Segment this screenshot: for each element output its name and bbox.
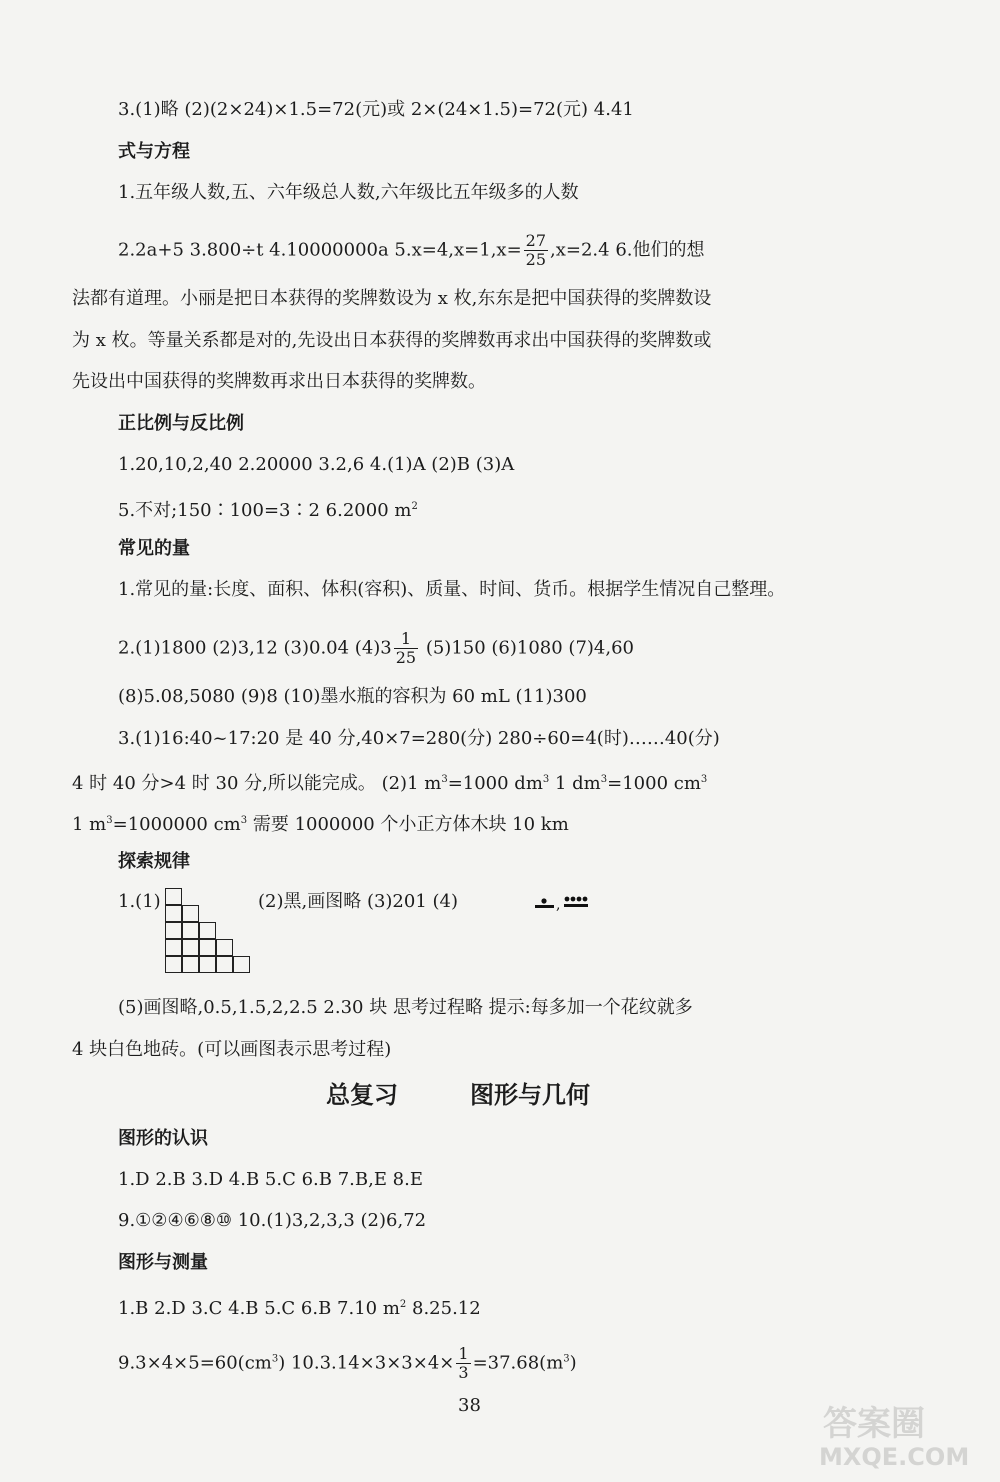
text-run: 1.B 2.D 3.C 4.B 5.C 6.B 7.10 m <box>118 1298 400 1319</box>
fraction-denominator: 3 <box>458 1363 469 1382</box>
text-run: =1000 dm <box>447 773 543 794</box>
grid-cell <box>199 939 216 956</box>
text-run: 1 dm <box>549 773 601 794</box>
superscript: 3 <box>600 774 608 785</box>
grid-cell <box>216 956 233 973</box>
answer-line <box>72 809 569 837</box>
grid-cell <box>165 956 182 973</box>
text-run: =1000 cm <box>607 773 701 794</box>
section-heading-shape-measurement: 图形与测量 <box>118 1252 208 1273</box>
fraction-numerator: 27 <box>525 231 547 250</box>
watermark-logo <box>813 1397 988 1472</box>
text-run: ,x=2.4 6.他们的想 <box>550 239 705 261</box>
text-run: 需要 1000000 个小正方体木块 10 km <box>247 814 569 835</box>
superscript: 2 <box>411 501 418 512</box>
text-run: =37.68(m <box>472 1352 564 1374</box>
section-heading-shape-recognition: 图形的认识 <box>118 1128 208 1149</box>
text-run: =1000000 cm <box>112 814 241 835</box>
grid-cell <box>199 922 216 939</box>
answer-line: 3.(1)略 (2)(2×24)×1.5=72(元)或 2×(24×1.5)=72(元) 4.41 <box>118 99 634 120</box>
text-run: ) 10.3.14×3×3×4× <box>278 1352 455 1374</box>
answer-line: 1.20,10,2,40 2.20000 3.2,6 4.(1)A (2)B (3)A <box>118 454 515 475</box>
answer-line: 先设出中国获得的奖牌数再求出日本获得的奖牌数。 <box>72 371 486 392</box>
answer-line: 3.(1)16:40~17:20 是 40 分,40×7=280(分) 280÷60=4(时)……40(分) <box>118 728 720 749</box>
fraction-numerator: 1 <box>458 1344 469 1363</box>
svg-text:MXQE.COM: MXQE.COM <box>819 1443 970 1471</box>
answer-line <box>118 1345 577 1382</box>
chapter-title-left: 总复习 <box>326 1081 398 1109</box>
superscript: 3 <box>240 815 248 826</box>
grid-cell <box>165 922 182 939</box>
answer-line: 为 x 枚。等量关系都是对的,先设出日本获得的奖牌数再求出中国获得的奖牌数或 <box>72 330 712 351</box>
grid-cell <box>165 905 182 922</box>
section-heading-equations: 式与方程 <box>118 141 190 162</box>
section-heading-patterns: 探索规律 <box>118 851 190 872</box>
answer-line <box>118 232 705 269</box>
dot-pattern-icon <box>534 892 596 914</box>
text-run: 9.3×4×5=60(cm <box>118 1352 272 1374</box>
chapter-title-right: 图形与几何 <box>470 1081 590 1109</box>
grid-cell <box>233 956 250 973</box>
grid-cell <box>182 956 199 973</box>
text-run: 8.25.12 <box>406 1298 481 1319</box>
answer-line: (2)黑,画图略 (3)201 (4) <box>258 891 459 912</box>
grid-cell <box>165 939 182 956</box>
grid-cell <box>182 922 199 939</box>
text-run: 4 时 40 分>4 时 30 分,所以能完成。 (2)1 m <box>72 773 442 794</box>
answer-line <box>118 630 634 667</box>
section-heading-common-quantities: 常见的量 <box>118 538 190 559</box>
svg-text:,: , <box>556 897 561 913</box>
superscript: 3 <box>441 774 448 785</box>
answer-line: 1.常见的量:长度、面积、体积(容积)、质量、时间、货币。根据学生情况自己整理。 <box>118 579 786 600</box>
answer-line: (5)画图略,0.5,1.5,2,2.5 2.30 块 思考过程略 提示:每多加一个花纹就多 <box>118 997 693 1018</box>
answer-line <box>72 768 707 796</box>
answer-line <box>118 1293 481 1321</box>
fraction-denominator: 25 <box>395 648 417 667</box>
text-run: 2.2a+5 3.800÷t 4.10000000a 5.x=4,x=1,x= <box>118 239 522 261</box>
superscript: 3 <box>542 774 550 785</box>
grid-cell <box>182 939 199 956</box>
fraction <box>524 232 548 269</box>
answer-line: 1.(1) <box>118 891 161 912</box>
answer-line: 1.D 2.B 3.D 4.B 5.C 6.B 7.B,E 8.E <box>118 1169 423 1190</box>
answer-line: 4 块白色地砖。(可以画图表示思考过程) <box>72 1039 392 1060</box>
text-run: (5)150 (6)1080 (7)4,60 <box>420 637 635 659</box>
superscript: 3 <box>271 1353 279 1365</box>
fraction <box>394 630 418 667</box>
text-run: ) <box>569 1352 577 1374</box>
answer-line: 9.①②④⑥⑧⑩ 10.(1)3,2,3,3 (2)6,72 <box>118 1210 427 1231</box>
text-run: 5.不对;150∶100=3∶2 6.2000 m <box>118 500 412 521</box>
grid-cell <box>216 939 233 956</box>
superscript: 3 <box>700 774 708 785</box>
answer-line <box>118 495 418 523</box>
superscript: 3 <box>106 815 113 826</box>
fraction <box>456 1345 470 1382</box>
grid-cell <box>182 905 199 922</box>
answer-line: 法都有道理。小丽是把日本获得的奖牌数设为 x 枚,东东是把中国获得的奖牌数设 <box>72 288 712 309</box>
fraction-numerator: 1 <box>394 630 418 649</box>
text-run: 1 m <box>72 814 107 835</box>
text-run: 2.(1)1800 (2)3,12 (3)0.04 (4)3 <box>118 637 392 659</box>
grid-cell <box>165 888 182 905</box>
fraction-denominator: 25 <box>525 250 547 269</box>
page-number: 38 <box>458 1395 481 1416</box>
section-heading-proportion: 正比例与反比例 <box>118 413 244 434</box>
answer-line: (8)5.08,5080 (9)8 (10)墨水瓶的容积为 60 mL (11)300 <box>118 686 587 707</box>
answer-line: 1.五年级人数,五、六年级总人数,六年级比五年级多的人数 <box>118 182 579 203</box>
superscript: 3 <box>563 1353 570 1365</box>
svg-text:答案圈: 答案圈 <box>823 1404 925 1444</box>
grid-cell <box>199 956 216 973</box>
superscript: 2 <box>399 1299 407 1310</box>
